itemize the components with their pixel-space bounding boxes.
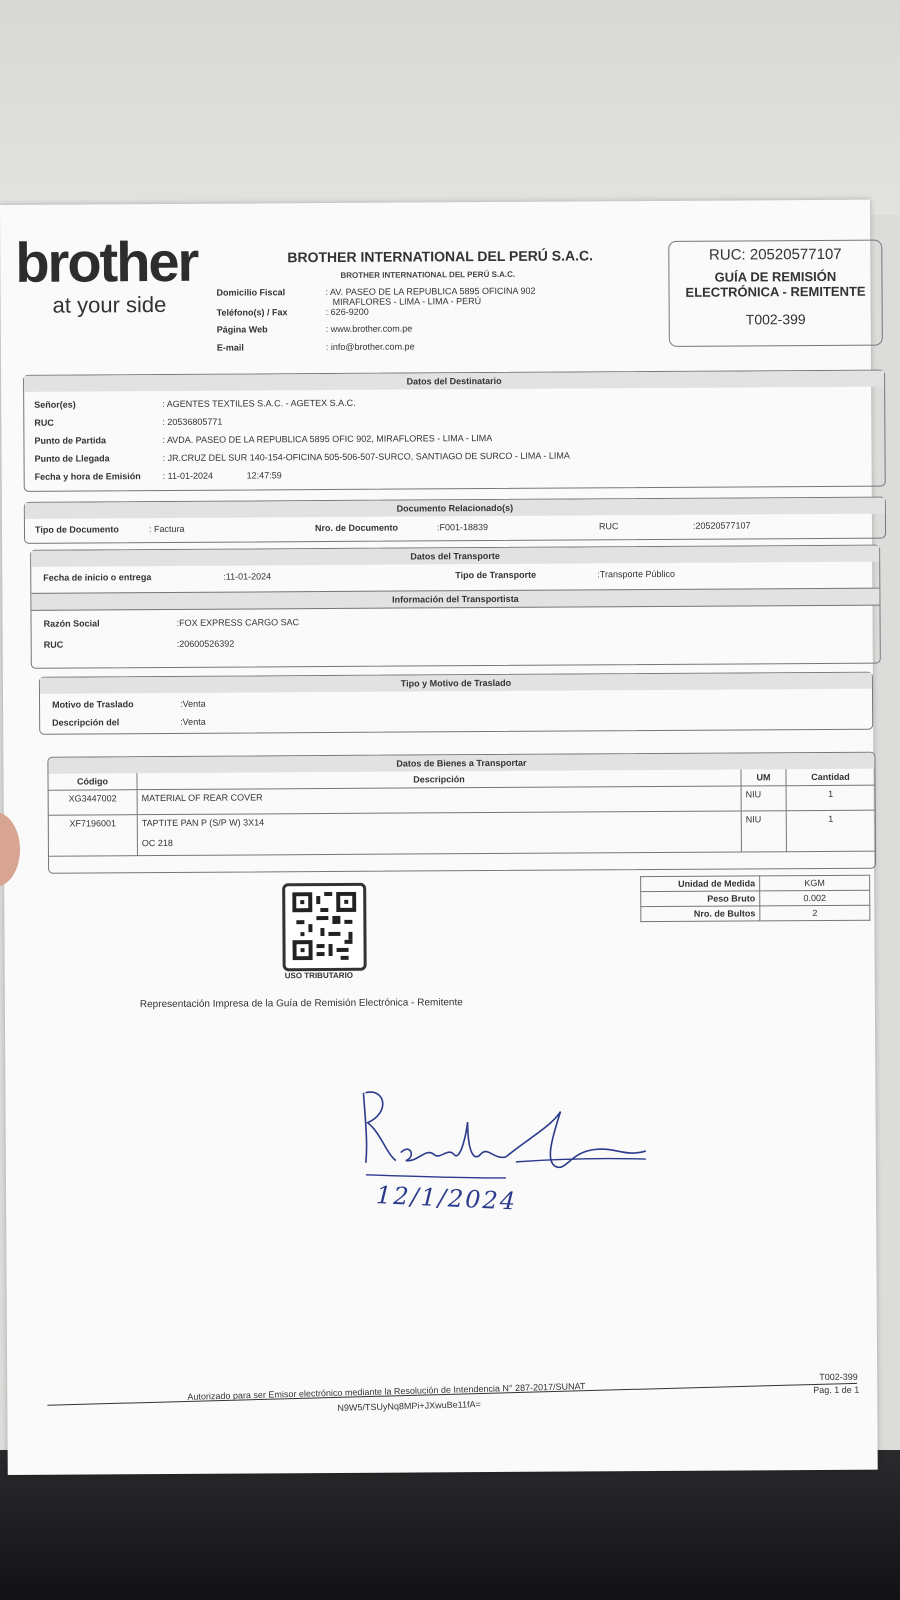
destinatario-section [23, 370, 886, 492]
row1-um: NIU [741, 786, 786, 811]
tipo-transporte-label: Tipo de Transporte [455, 569, 537, 581]
tipo-transporte-value: :Transporte Público [597, 568, 676, 580]
descripcion-value: :Venta [180, 716, 206, 727]
doc-title-line1: GUÍA DE REMISIÓN [714, 268, 837, 285]
document-id-box [668, 240, 883, 347]
destinatario-title: Datos del Destinatario [24, 371, 884, 392]
ruc-dest-label: RUC [34, 417, 54, 428]
transporte-title: Datos del Transporte [31, 546, 879, 567]
qr-pattern [292, 892, 356, 960]
hora-emision-value: 12:47:59 [246, 470, 282, 481]
row2-um: NIU [741, 811, 786, 852]
tipo-doc-value: : Factura [148, 523, 185, 535]
col-um: UM [741, 769, 786, 786]
summary-row [641, 890, 870, 906]
row1-codigo: XG3447002 [48, 790, 137, 816]
fecha-inicio-label: Fecha de inicio o entrega [43, 572, 152, 583]
row2-description-cell [137, 811, 741, 856]
row1-descripcion: MATERIAL OF REAR COVER [137, 786, 741, 815]
llegada-value: : JR.CRUZ DEL SUR 140-154-OFICINA 505-506-507-SURCO, SANTIAGO DE SURCO - LIMA - LIMA [162, 450, 570, 464]
summary-row [641, 905, 870, 921]
footer-authorized: Autorizado para ser Emisor electrónico mediante la Resolución de Intendencia N° 287-2017/SUNAT [187, 1381, 586, 1402]
email-label: E-mail [216, 342, 244, 353]
web-label: Página Web [216, 324, 268, 335]
handwritten-word [361, 1083, 365, 1084]
fecha-emision-label: Fecha y hora de Emisión [34, 471, 141, 482]
web-value: : www.brother.com.pe [325, 323, 413, 335]
fecha-emision-value: : 11-01-2024 [162, 470, 214, 482]
summary-label: Nro. de Bultos [641, 906, 760, 922]
domicilio-value-2: MIRAFLORES - LIMA - LIMA - PERÚ [332, 296, 482, 307]
qr-caption: USO TRIBUTARIO [284, 970, 354, 981]
relacionado-section [24, 497, 886, 544]
row2-extra: OC 218 [141, 837, 173, 849]
summary-label: Unidad de Medida [641, 876, 760, 892]
logo-tagline: at your side [52, 291, 167, 318]
senores-value: : AGENTES TEXTILES S.A.C. - AGETEX S.A.C. [162, 397, 356, 410]
traslado-section [39, 672, 873, 735]
items-table [47, 769, 875, 857]
telefono-label: Teléfono(s) / Fax [216, 307, 288, 318]
summary-value: 2 [760, 905, 870, 921]
transporte-section [30, 545, 881, 669]
ruc-dest-value: : 20536805771 [162, 416, 223, 428]
razon-social-label: Razón Social [43, 618, 100, 629]
razon-social-value: :FOX EXPRESS CARGO SAC [176, 617, 300, 628]
partida-label: Punto de Partida [34, 435, 106, 446]
brother-logo: brother [15, 229, 198, 294]
bienes-title: Datos de Bienes a Transportar [48, 753, 874, 774]
doc-title-line2: ELECTRÓNICA - REMITENTE [685, 283, 866, 300]
col-cantidad: Cantidad [786, 769, 875, 786]
representation-text: Representación Impresa de la Guía de Remisión Electrónica - Remitente [139, 997, 463, 1011]
relacionado-title: Documento Relacionado(s) [25, 498, 885, 519]
summary-value: KGM [760, 875, 870, 891]
summary-value: 0.002 [760, 890, 870, 906]
ruc-transp-label: RUC [43, 639, 64, 650]
email-value: : info@brother.com.pe [325, 341, 415, 353]
company-name: BROTHER INTERNATIONAL DEL PERÚ S.A.C. [287, 247, 594, 266]
ruc-rel-label: RUC [598, 521, 619, 532]
table-row [48, 810, 875, 856]
col-codigo: Código [48, 773, 137, 790]
row2-descripcion: TAPTITE PAN P (S/P W) 3X14 [141, 817, 265, 829]
ruc-rel-value: :20520577107 [692, 520, 751, 531]
footer-doc-number: T002-399 [819, 1371, 858, 1383]
motivo-label: Motivo de Traslado [52, 699, 134, 710]
nro-doc-value: :F001-18839 [436, 522, 489, 533]
summary-row [641, 875, 870, 891]
row1-cantidad: 1 [786, 785, 875, 811]
col-descripcion: Descripción [137, 769, 741, 789]
handwritten-date: 12/1/2024 [375, 1181, 518, 1216]
domicilio-value: : AV. PASEO DE LA REPUBLICA 5895 OFICINA 902 [325, 285, 536, 298]
background-wall [0, 0, 900, 215]
descripcion-label: Descripción del [52, 717, 120, 728]
document-sheet [0, 200, 878, 1475]
footer-hash: N9W5/TSUyNq8MPi+JXwuBe11fA= [337, 1399, 481, 1413]
telefono-value: : 626-9200 [325, 306, 369, 318]
summary-label: Peso Bruto [641, 891, 760, 907]
company-name-small: BROTHER INTERNATIONAL DEL PERÚ S.A.C. [340, 269, 516, 280]
doc-number: T002-399 [745, 311, 806, 328]
tipo-doc-label: Tipo de Documento [34, 524, 119, 535]
domicilio-label: Domicilio Fiscal [216, 287, 286, 298]
senores-label: Señor(es) [34, 399, 76, 410]
bienes-section [47, 752, 876, 874]
footer-page: Pag. 1 de 1 [813, 1384, 860, 1396]
ruc-transp-value: :20600526392 [176, 638, 235, 649]
motivo-value: :Venta [180, 698, 206, 709]
partida-value: : AVDA. PASEO DE LA REPUBLICA 5895 OFIC 902, MIRAFLORES - LIMA - LIMA [162, 432, 493, 446]
traslado-title: Tipo y Motivo de Traslado [40, 673, 872, 694]
summary-table [640, 875, 870, 922]
nro-doc-label: Nro. de Documento [314, 522, 399, 534]
ruc-number: RUC: 20520577107 [708, 245, 842, 264]
handwritten-receipt [355, 1081, 656, 1228]
qr-code [282, 883, 367, 972]
row2-codigo: XF7196001 [48, 815, 137, 857]
row2-cantidad: 1 [786, 810, 875, 852]
llegada-label: Punto de Llegada [34, 453, 110, 464]
transportista-title: Información del Transportista [31, 588, 879, 611]
fecha-inicio-value: :11-01-2024 [223, 571, 272, 582]
